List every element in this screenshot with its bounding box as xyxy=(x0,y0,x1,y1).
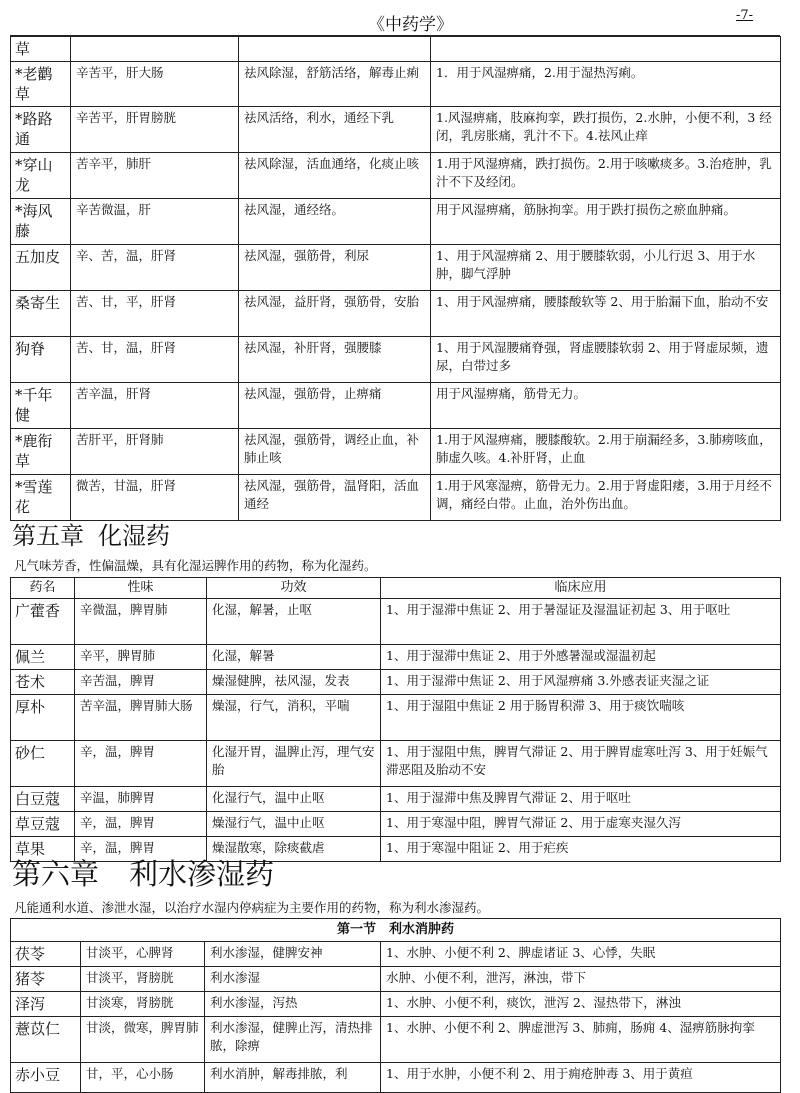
table-row xyxy=(11,475,781,521)
herb-nature: 辛微温，脾胃肺 xyxy=(75,599,207,645)
herb-clinical: 1、用于湿滞中焦证 2、用于外感暑湿或湿温初起 xyxy=(381,645,781,670)
herb-effect: 祛风除湿，舒筋活络，解毒止痢 xyxy=(239,62,431,107)
herb-effect: 燥湿，行气，消积，平喘 xyxy=(207,695,381,741)
herb-name: 砂仁 xyxy=(11,741,75,787)
herb-table-chapter-5 xyxy=(10,577,781,862)
column-header: 药名 xyxy=(11,578,75,599)
herb-nature: 辛平，脾胃肺 xyxy=(75,645,207,670)
herb-clinical: 1、水肿、小便不利 2、脾虚泄泻 3、肺痈，肠痈 4、湿痹筋脉拘挛 xyxy=(381,1017,781,1063)
herb-effect: 燥湿健脾，祛风湿，发表 xyxy=(207,670,381,695)
table-row xyxy=(11,1063,781,1093)
page-number: -7- xyxy=(736,8,754,23)
herb-clinical: 1.风湿痹痛，肢麻拘挛，跌打损伤，2.水肿，小便不利，3 经闭，乳房胀痛，乳汁不下。4.祛风止痒 xyxy=(431,107,781,153)
herb-nature: 苦辛平，肺肝 xyxy=(71,153,239,199)
herb-nature: 苦肝平，肝肾肺 xyxy=(71,429,239,475)
herb-clinical: 1.用于风湿痹痛，跌打损伤。2.用于咳嗽痰多。3.治疮肿，乳汁不下及经闭。 xyxy=(431,153,781,199)
table-row xyxy=(11,153,781,199)
table-row xyxy=(11,787,781,812)
chapter-5-intro: 凡气味芳香，性偏温燥，具有化湿运脾作用的药物，称为化湿药。 xyxy=(14,558,377,573)
herb-clinical xyxy=(431,37,781,62)
herb-clinical: 1、用于湿滞中焦证 2、用于暑湿证及湿温证初起 3、用于呕吐 xyxy=(381,599,781,645)
herb-effect: 燥湿散寒，除痰截虐 xyxy=(207,837,381,862)
table-row xyxy=(11,695,781,741)
herb-name: 薏苡仁 xyxy=(11,1017,81,1063)
herb-effect: 祛风湿，强筋骨，调经止血，补肺止咳 xyxy=(239,429,431,475)
column-header: 功效 xyxy=(207,578,381,599)
herb-name: *雪莲花 xyxy=(11,475,71,521)
herb-clinical: 1、用于寒湿中阻，脾胃气滞证 2、用于虚寒夹湿久泻 xyxy=(381,812,781,837)
herb-table-chapter-6 xyxy=(10,918,781,1093)
herb-name: 五加皮 xyxy=(11,245,71,291)
page-header xyxy=(0,8,800,36)
table-row xyxy=(11,812,781,837)
table-row xyxy=(11,942,781,967)
table-row xyxy=(11,107,781,153)
herb-nature: 辛苦温，脾胃 xyxy=(75,670,207,695)
table-row xyxy=(11,645,781,670)
herb-clinical: 用于风湿痹痛，筋骨无力。 xyxy=(431,383,781,429)
table-row xyxy=(11,992,781,1017)
herb-effect: 利水渗湿，健脾止泻，清热排脓，除痹 xyxy=(205,1017,381,1063)
herb-nature: 辛、苦，温，肝肾 xyxy=(71,245,239,291)
table-row xyxy=(11,967,781,992)
herb-clinical: 1、用于水肿，小便不利 2、用于痈疮肿毒 3、用于黄疸 xyxy=(381,1063,781,1093)
herb-nature xyxy=(71,37,239,62)
herb-clinical: 1、用于风湿痹痛，腰膝酸软等 2、用于胎漏下血，胎动不安 xyxy=(431,291,781,337)
table-row xyxy=(11,670,781,695)
herb-name: *路路通 xyxy=(11,107,71,153)
table-header-row xyxy=(11,578,781,599)
herb-name: *千年健 xyxy=(11,383,71,429)
herb-name: 草豆蔻 xyxy=(11,812,75,837)
herb-nature: 辛温，肺脾胃 xyxy=(75,787,207,812)
table-row xyxy=(11,429,781,475)
herb-effect: 利水消肿，解毒排脓，利 xyxy=(205,1063,381,1093)
chapter-5-heading xyxy=(12,516,170,551)
chapter-6-intro: 凡能通利水道、渗泄水湿，以治疗水湿内停病症为主要作用的药物，称为利水渗湿药。 xyxy=(14,900,490,915)
herb-name: *鹿衔草 xyxy=(11,429,71,475)
herb-nature: 甘淡寒，肾膀胱 xyxy=(81,992,205,1017)
herb-clinical: 1、用于风湿痹痛 2、用于腰膝软弱，小儿行迟 3、用于水肿，脚气浮肿 xyxy=(431,245,781,291)
herb-nature: 辛苦微温，肝 xyxy=(71,199,239,245)
herb-effect: 利水渗湿 xyxy=(205,967,381,992)
herb-nature: 微苦，甘温，肝肾 xyxy=(71,475,239,521)
herb-name: 佩兰 xyxy=(11,645,75,670)
table-row xyxy=(11,37,781,62)
herb-name: *老鹳草 xyxy=(11,62,71,107)
herb-effect: 化湿行气，温中止呕 xyxy=(207,787,381,812)
herb-effect: 利水渗湿，健脾安神 xyxy=(205,942,381,967)
herb-effect: 化湿开胃，温脾止泻，理气安胎 xyxy=(207,741,381,787)
herb-clinical: 1、用于湿阻中焦证 2 用于肠胃积滞 3、用于痰饮喘咳 xyxy=(381,695,781,741)
herb-clinical: 1.用于风寒湿痹，筋骨无力。2.用于肾虚阳痿，3.用于月经不调，痛经白带。止血，治外伤出血。 xyxy=(431,475,781,521)
herb-effect: 祛风湿，强筋骨，止痹痛 xyxy=(239,383,431,429)
herb-name: 草果 xyxy=(11,837,75,862)
herb-effect: 祛风活络，利水，通经下乳 xyxy=(239,107,431,153)
herb-clinical: 1．用于风湿痹痛，2.用于湿热泻痢。 xyxy=(431,62,781,107)
herb-clinical: 1、用于湿滞中焦证 2、用于风湿痹痛 3.外感表证夹湿之证 xyxy=(381,670,781,695)
herb-nature: 苦、甘，平，肝肾 xyxy=(71,291,239,337)
herb-name: 猪苓 xyxy=(11,967,81,992)
herb-clinical: 1、水肿、小便不利 2、脾虚诸证 3、心悸，失眠 xyxy=(381,942,781,967)
herb-nature: 甘淡平，心脾肾 xyxy=(81,942,205,967)
herb-name: 赤小豆 xyxy=(11,1063,81,1093)
herb-name: 狗脊 xyxy=(11,337,71,383)
herb-nature: 苦辛温，肝肾 xyxy=(71,383,239,429)
table-row xyxy=(11,62,781,107)
herb-nature: 辛，温，脾胃 xyxy=(75,837,207,862)
chapter-number: 第五章 xyxy=(12,522,84,550)
herb-clinical: 1、用于湿阻中焦，脾胃气滞证 2、用于脾胃虚寒吐泻 3、用于妊娠气滞恶阻及胎动不安 xyxy=(381,741,781,787)
table-row xyxy=(11,199,781,245)
herb-nature: 苦辛温，脾胃肺大肠 xyxy=(75,695,207,741)
herb-clinical: 1、用于风湿腰痛脊强，肾虚腰膝软弱 2、用于肾虚尿频，遗尿，白带过多 xyxy=(431,337,781,383)
herb-clinical: 1.用于风湿痹痛，腰膝酸软。2.用于崩漏经多，3.肺痨咳血，肺虚久咳。4.补肝肾，止血 xyxy=(431,429,781,475)
herb-nature: 辛苦平，肝大肠 xyxy=(71,62,239,107)
herb-nature: 甘淡，微寒，脾胃肺 xyxy=(81,1017,205,1063)
herb-clinical: 用于风湿痹痛，筋脉拘挛。用于跌打损伤之瘀血肿痛。 xyxy=(431,199,781,245)
herb-table-continued xyxy=(10,36,781,521)
section-title: 第一节 利水消肿药 xyxy=(11,919,781,942)
herb-effect: 化湿，解暑 xyxy=(207,645,381,670)
herb-effect: 祛风湿，强筋骨，利尿 xyxy=(239,245,431,291)
herb-name: 草 xyxy=(11,37,71,62)
table-row xyxy=(11,599,781,645)
herb-effect xyxy=(239,37,431,62)
herb-effect: 祛风湿，补肝肾，强腰膝 xyxy=(239,337,431,383)
herb-effect: 祛风湿，通经络。 xyxy=(239,199,431,245)
table-row xyxy=(11,291,781,337)
herb-name: 泽泻 xyxy=(11,992,81,1017)
herb-effect: 燥湿行气，温中止呕 xyxy=(207,812,381,837)
column-header: 临床应用 xyxy=(381,578,781,599)
herb-name: 厚朴 xyxy=(11,695,75,741)
herb-name: 苍术 xyxy=(11,670,75,695)
herb-name: *穿山龙 xyxy=(11,153,71,199)
chapter-title: 利水渗湿药 xyxy=(129,857,275,891)
table-row xyxy=(11,245,781,291)
herb-nature: 辛苦平，肝胃膀胱 xyxy=(71,107,239,153)
herb-nature: 甘，平，心小肠 xyxy=(81,1063,205,1093)
herb-effect: 利水渗湿，泻热 xyxy=(205,992,381,1017)
table-row xyxy=(11,1017,781,1063)
table-row xyxy=(11,383,781,429)
herb-nature: 苦、甘，温，肝肾 xyxy=(71,337,239,383)
herb-name: *海风藤 xyxy=(11,199,71,245)
herb-name: 茯苓 xyxy=(11,942,81,967)
section-row xyxy=(11,919,781,942)
herb-clinical: 1、用于湿滞中焦及脾胃气滞证 2、用于呕吐 xyxy=(381,787,781,812)
table-row xyxy=(11,741,781,787)
herb-effect: 祛风湿，益肝肾，强筋骨，安胎 xyxy=(239,291,431,337)
book-title: 《中药学》 xyxy=(368,15,453,35)
column-header: 性味 xyxy=(75,578,207,599)
herb-name: 白豆蔻 xyxy=(11,787,75,812)
herb-clinical: 水肿、小便不利，泄泻，淋浊，带下 xyxy=(381,967,781,992)
herb-nature: 辛，温，脾胃 xyxy=(75,741,207,787)
herb-effect: 祛风湿，强筋骨，温肾阳，活血通经 xyxy=(239,475,431,521)
chapter-6-heading xyxy=(12,852,274,893)
herb-clinical: 1、水肿、小便不利，痰饮，泄泻 2、湿热带下，淋浊 xyxy=(381,992,781,1017)
herb-name: 广藿香 xyxy=(11,599,75,645)
herb-effect: 化湿，解暑，止呕 xyxy=(207,599,381,645)
herb-effect: 祛风除湿，活血通络，化痰止咳 xyxy=(239,153,431,199)
herb-clinical: 1、用于寒湿中阻证 2、用于疟疾 xyxy=(381,837,781,862)
herb-name: 桑寄生 xyxy=(11,291,71,337)
chapter-number: 第六章 xyxy=(12,857,100,891)
table-row xyxy=(11,337,781,383)
chapter-title: 化湿药 xyxy=(98,522,170,550)
herb-nature: 甘淡平，肾膀胱 xyxy=(81,967,205,992)
herb-nature: 辛，温，脾胃 xyxy=(75,812,207,837)
